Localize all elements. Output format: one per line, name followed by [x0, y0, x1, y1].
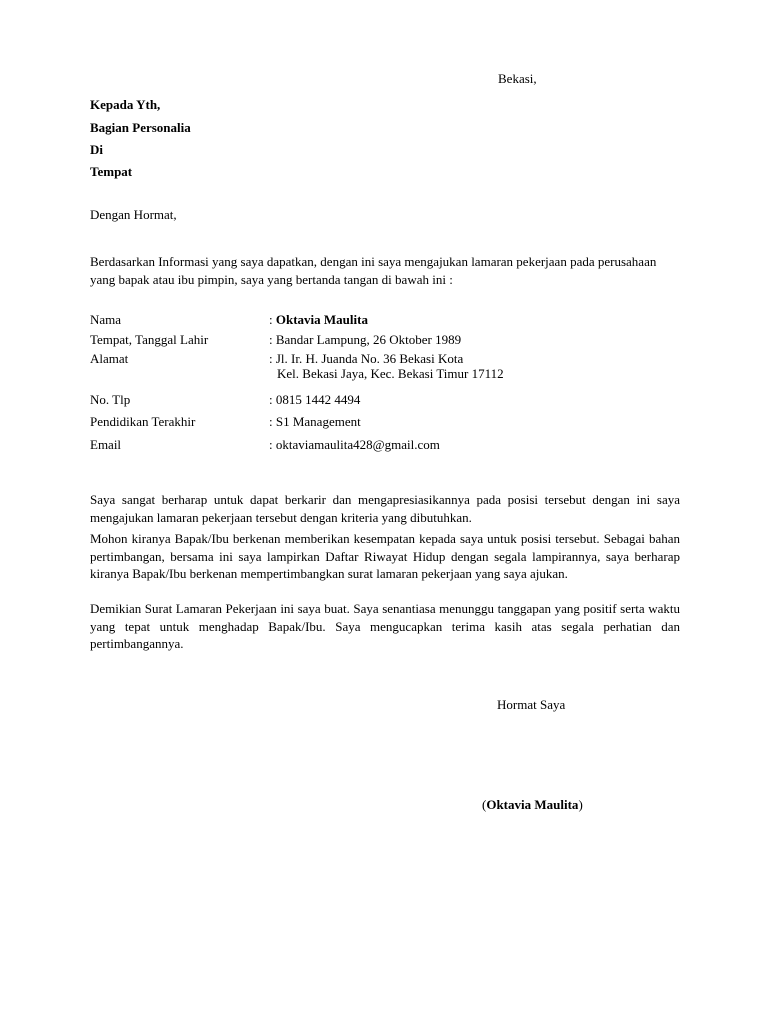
- signature-open-paren: (: [482, 797, 487, 812]
- education-value: : S1 Management: [269, 414, 361, 429]
- email-value: : oktaviamaulita428@gmail.com: [269, 437, 440, 452]
- email-label: Email: [90, 437, 122, 452]
- phone-label: No. Tlp: [90, 392, 131, 407]
- body-paragraph-2: Mohon kiranya Bapak/Ibu berkenan memberikan kesempatan kepada saya untuk posisi tersebut. Sebagai bahan pertimbangan, bersama ini saya lampirkan Daftar Riwayat Hidup dengan segala lampirannya, saya berharap kiranya Bapak/Ibu berkenan mempertimbangkan surat lamaran pekerjaan yang saya ajukan.: [90, 531, 680, 581]
- closing-salutation: Hormat Saya: [497, 697, 566, 712]
- address-label: Alamat: [90, 351, 129, 366]
- name-row-value: [269, 312, 368, 328]
- signer-name: Oktavia Maulita: [486, 797, 579, 812]
- phone-value: : 0815 1442 4494: [269, 392, 361, 407]
- greeting: Dengan Hormat,: [90, 207, 177, 222]
- signature-close-paren: ): [578, 797, 583, 812]
- recipient-line-4: Tempat: [90, 164, 133, 179]
- letter-city-date: Bekasi,: [498, 71, 537, 86]
- birth-value: : Bandar Lampung, 26 Oktober 1989: [269, 332, 462, 347]
- intro-paragraph: Berdasarkan Informasi yang saya dapatkan, dengan ini saya mengajukan lamaran pekerjaan pada perusahaan yang bapak atau ibu pimpin, saya yang bertanda tangan di bawah ini :: [90, 254, 657, 287]
- body-paragraph-1: Saya sangat berharap untuk dapat berkarir dan mengapresiasikannya pada posisi tersebut dengan ini saya mengajukan lamaran pekerjaan tersebut dengan kriteria yang dibutuhkan.: [90, 492, 680, 525]
- name-label: Nama: [90, 312, 122, 327]
- recipient-line-2: Bagian Personalia: [90, 120, 191, 135]
- education-label: Pendidikan Terakhir: [90, 414, 196, 429]
- address-line-2: Kel. Bekasi Jaya, Kec. Bekasi Timur 17112: [277, 366, 504, 381]
- applicant-name: Oktavia Maulita: [275, 312, 368, 327]
- birth-label: Tempat, Tanggal Lahir: [90, 332, 209, 347]
- signature-block: [482, 797, 583, 813]
- body-paragraph-3: Demikian Surat Lamaran Pekerjaan ini saya buat. Saya senantiasa menunggu tanggapan yang positif serta waktu yang tepat untuk menghadap Bapak/Ibu. Saya mengucapkan terima kasih atas segala perhatian dan pertimbangannya.: [90, 601, 680, 651]
- name-colon: :: [269, 312, 276, 327]
- recipient-line-1: Kepada Yth,: [90, 97, 161, 112]
- recipient-line-3: Di: [90, 142, 103, 157]
- address-line-1: : Jl. Ir. H. Juanda No. 36 Bekasi Kota: [269, 351, 464, 366]
